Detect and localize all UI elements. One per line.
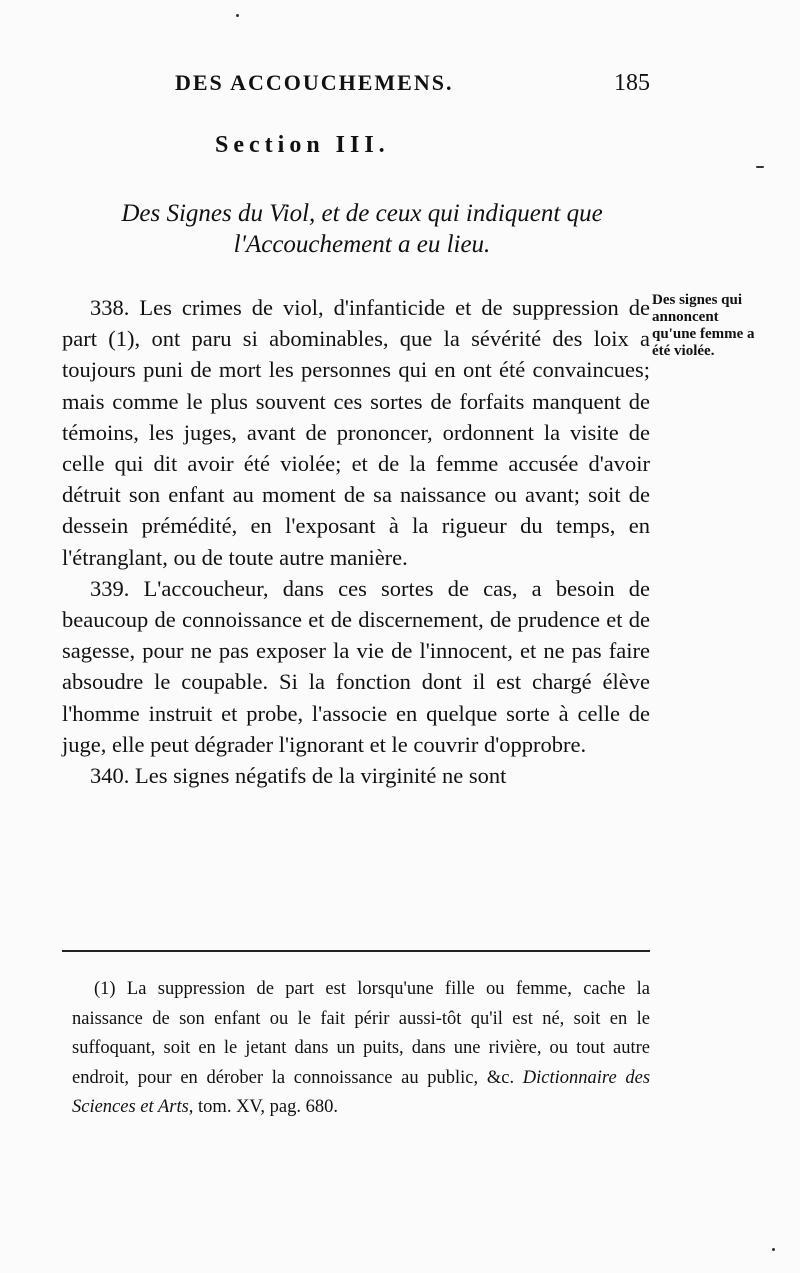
paragraph-text: Les signes négatifs de la virginité ne sont [135,763,507,789]
paragraph-340 [62,760,650,791]
ink-speck [236,14,239,17]
paragraph-338 [62,292,650,573]
paragraph-number: 340. [90,763,130,789]
paragraph-text: Les crimes de viol, d'infanticide et de suppression de part (1), ont paru si abominables, que la sévérité des loix a toujours puni de mort les personnes qui en ont été convaincues; mais comme le plus souvent ces sortes de forfaits manquent de témoins, les juges, avant de prononcer, ordonnent la visite de celle qui dit avoir été violée; et de la femme accusée d'avoir détruit son enfant au moment de sa naissance ou avant; soit de dessein prémédité, en l'exposant à la rigueur du temps, en l'étranglant, ou de toute autre manière. [62,295,651,570]
section-subtitle-line-2: l'Accouchement a eu lieu. [233,231,491,258]
margin-note: Des signes qui annoncent qu'une femme a été violée. [652,292,755,359]
footnote [72,975,650,1123]
paragraph-number: 339. [90,575,130,601]
footnote-source-ref: , tom. XV, pag. 680. [188,1097,338,1117]
page-number: 185 [614,70,650,96]
section-title: Section III. [215,132,390,158]
paragraph-number: 338. [90,295,130,320]
section-subtitle [62,198,662,260]
running-head [175,70,650,110]
paragraph-text: L'accoucheur, dans ces sortes de cas, a besoin de beaucoup de connoissance et de discernement, de prudence et de sagesse, pour ne pas exposer la vie de l'innocent, et ne pas faire absoudre le coupable. Si la fonction dont il est chargé élève l'homme instruit et probe, l'associe en quelque sorte à celle de juge, elle peut dégrader l'ignorant et le couvrir d'opprobre. [62,575,650,757]
ink-speck [756,166,764,168]
section-subtitle-line-1: Des Signes du Viol, et de ceux qui indiquent que [121,200,603,227]
ink-speck [772,1248,775,1251]
footnote-source-title: Dictionnaire des Sciences et Arts [72,1067,651,1117]
footnote-rule [62,950,650,952]
paragraph-339 [62,573,650,760]
footnote-marker: (1) [94,979,116,999]
body-text [62,292,650,791]
running-title: DES ACCOUCHEMENS. [175,70,454,95]
footnote-text: La suppression de part est lorsqu'une fille ou femme, cache la naissance de son enfant ou le fait périr aussi-tôt qu'il est né, soit en le suffoquant, soit en le jetant dans un puits, dans une rivière, ou tout autre endroit, pour en dérober la connoissance au public, &c. [72,979,650,1088]
footnote-body [72,975,650,1123]
